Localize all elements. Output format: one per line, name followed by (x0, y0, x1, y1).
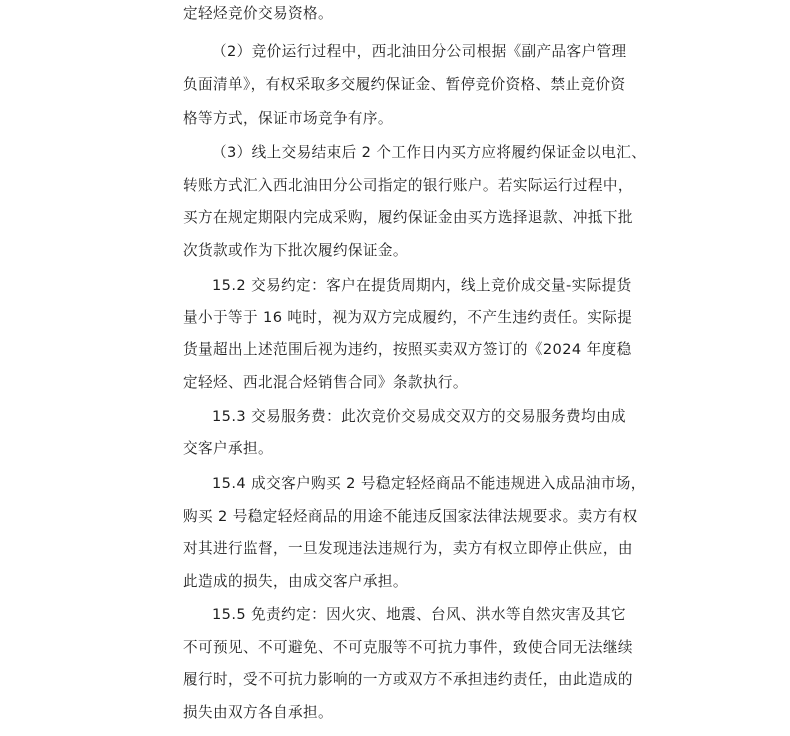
text-line: 次货款或作为下批次履约保证金。 (183, 242, 408, 259)
text-line: 履行时，受不可抗力影响的一方或双方不承担违约责任，由此造成的 (183, 671, 633, 688)
text-line: 不可预见、不可避免、不可克服等不可抗力事件，致使合同无法继续 (183, 639, 633, 656)
text-line: 对其进行监督，一旦发现违法违规行为，卖方有权立即停止供应，由 (183, 540, 633, 557)
text-line: 交客户承担。 (183, 440, 273, 457)
text-line: 格等方式，保证市场竞争有序。 (183, 110, 393, 127)
text-line: 15.5 免责约定：因火灾、地震、台风、洪水等自然灾害及其它 (212, 606, 626, 623)
text-line: 此造成的损失，由成交客户承担。 (183, 573, 408, 590)
text-line: 损失由双方各自承担。 (183, 704, 333, 721)
text-line: 15.2 交易约定：客户在提货周期内，线上竞价成交量-实际提货 (212, 277, 632, 294)
text-line: 定轻烃竞价交易资格。 (183, 5, 333, 22)
text-line: 定轻烃、西北混合烃销售合同》条款执行。 (183, 374, 468, 391)
text-line: 量小于等于 16 吨时，视为双方完成履约，不产生违约责任。实际提 (183, 309, 633, 326)
text-line: 买方在规定期限内完成采购，履约保证金由买方选择退款、冲抵下批 (183, 209, 633, 226)
text-line: 购买 2 号稳定轻烃商品的用途不能违反国家法律法规要求。卖方有权 (183, 508, 638, 525)
text-line: （2）竞价运行过程中，西北油田分公司根据《副产品客户管理 (212, 43, 627, 60)
text-line: 货量超出上述范围后视为违约，按照买卖双方签订的《2024 年度稳 (183, 341, 632, 358)
text-line: 负面清单》，有权采取多交履约保证金、暂停竞价资格、禁止竞价资 (183, 76, 626, 93)
text-line: 15.4 成交客户购买 2 号稳定轻烃商品不能违规进入成品油市场， (212, 475, 646, 492)
text-line: 15.3 交易服务费：此次竞价交易成交双方的交易服务费均由成 (212, 408, 626, 425)
text-line: （3）线上交易结束后 2 个工作日内买方应将履约保证金以电汇、 (212, 144, 647, 161)
text-line: 转账方式汇入西北油田分公司指定的银行账户。若实际运行过程中， (183, 177, 633, 194)
